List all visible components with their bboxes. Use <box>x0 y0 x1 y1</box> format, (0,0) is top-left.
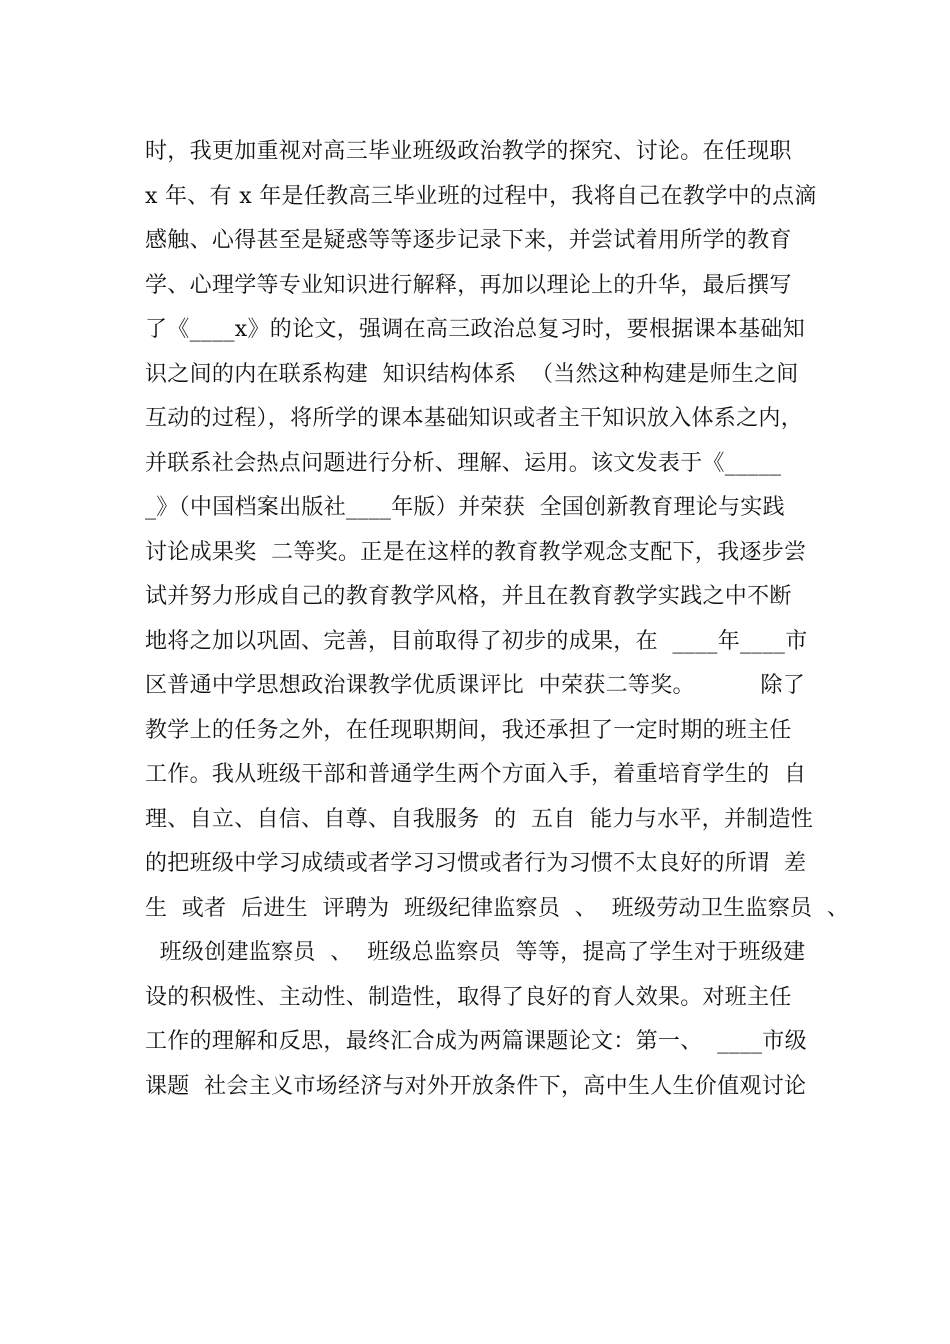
body-text <box>145 130 850 1109</box>
text-line: 工作的理解和反思，最终汇合成为两篇课题论文：第一、 ____市级 <box>145 1029 807 1054</box>
text-line: 时，我更加重视对高三毕业班级政治教学的探究、讨论。在任现职 <box>145 139 792 164</box>
text-line: 班级创建监察员 、 班级总监察员 等等，提高了学生对于班级建 <box>145 940 806 965</box>
text-line: 讨论成果奖 二等奖。正是在这样的教育教学观念支配下，我逐步尝 <box>145 539 807 565</box>
text-line: 试并努力形成自己的教育教学风格，并且在教育教学实践之中不断 <box>145 584 792 609</box>
text-line: 教学上的任务之外，在任现职期间，我还承担了一定时期的班主任 <box>145 717 792 743</box>
text-line: 理、自立、自信、自尊、自我服务 的 五自 能力与水平，并制造性 <box>145 806 814 832</box>
text-line: 的把班级中学习成绩或者学习习惯或者行为习惯不太良好的所谓 差 <box>145 851 807 876</box>
text-line: 工作。我从班级干部和普通学生两个方面入手，着重培育学生的 自 <box>145 762 807 787</box>
text-line: 地将之加以巩固、完善，目前取得了初步的成果，在 ____年____市 <box>145 628 808 654</box>
text-line: 感触、心得甚至是疑惑等等逐步记录下来，并尝试着用所学的教育 <box>145 228 792 253</box>
text-line: x 年、有 x 年是任教高三毕业班的过程中，我将自己在教学中的点滴 <box>145 183 817 209</box>
text-line: 互动的过程），将所学的课本基础知识或者主干知识放入体系之内， <box>145 406 804 431</box>
text-line: 设的积极性、主动性、制造性，取得了良好的育人效果。对班主任 <box>145 984 792 1010</box>
text-line: 生 或者 后进生 评聘为 班级纪律监察员 、 班级劳动卫生监察员 、 <box>145 895 850 921</box>
text-line: _》（中国档案出版社____年版）并荣获 全国创新教育理论与实践 <box>145 495 785 520</box>
text-line: 区普通中学思想政治课教学优质课评比 中荣获二等奖。 除了 <box>145 673 806 698</box>
text-line: 学、心理学等专业知识进行解释，再加以理论上的升华，最后撰写 <box>145 272 792 298</box>
text-line: 并联系社会热点问题进行分析、理解、运用。该文发表于《_____ <box>145 450 782 476</box>
text-line: 课题 社会主义市场经济与对外开放条件下，高中生人生价值观讨论 <box>145 1073 807 1099</box>
text-line: 了《____x》的论文，强调在高三政治总复习时，要根据课本基础知 <box>145 317 806 342</box>
text-line: 识之间的内在联系构建 知识结构体系 （当然这种构建是师生之间 <box>145 361 799 387</box>
